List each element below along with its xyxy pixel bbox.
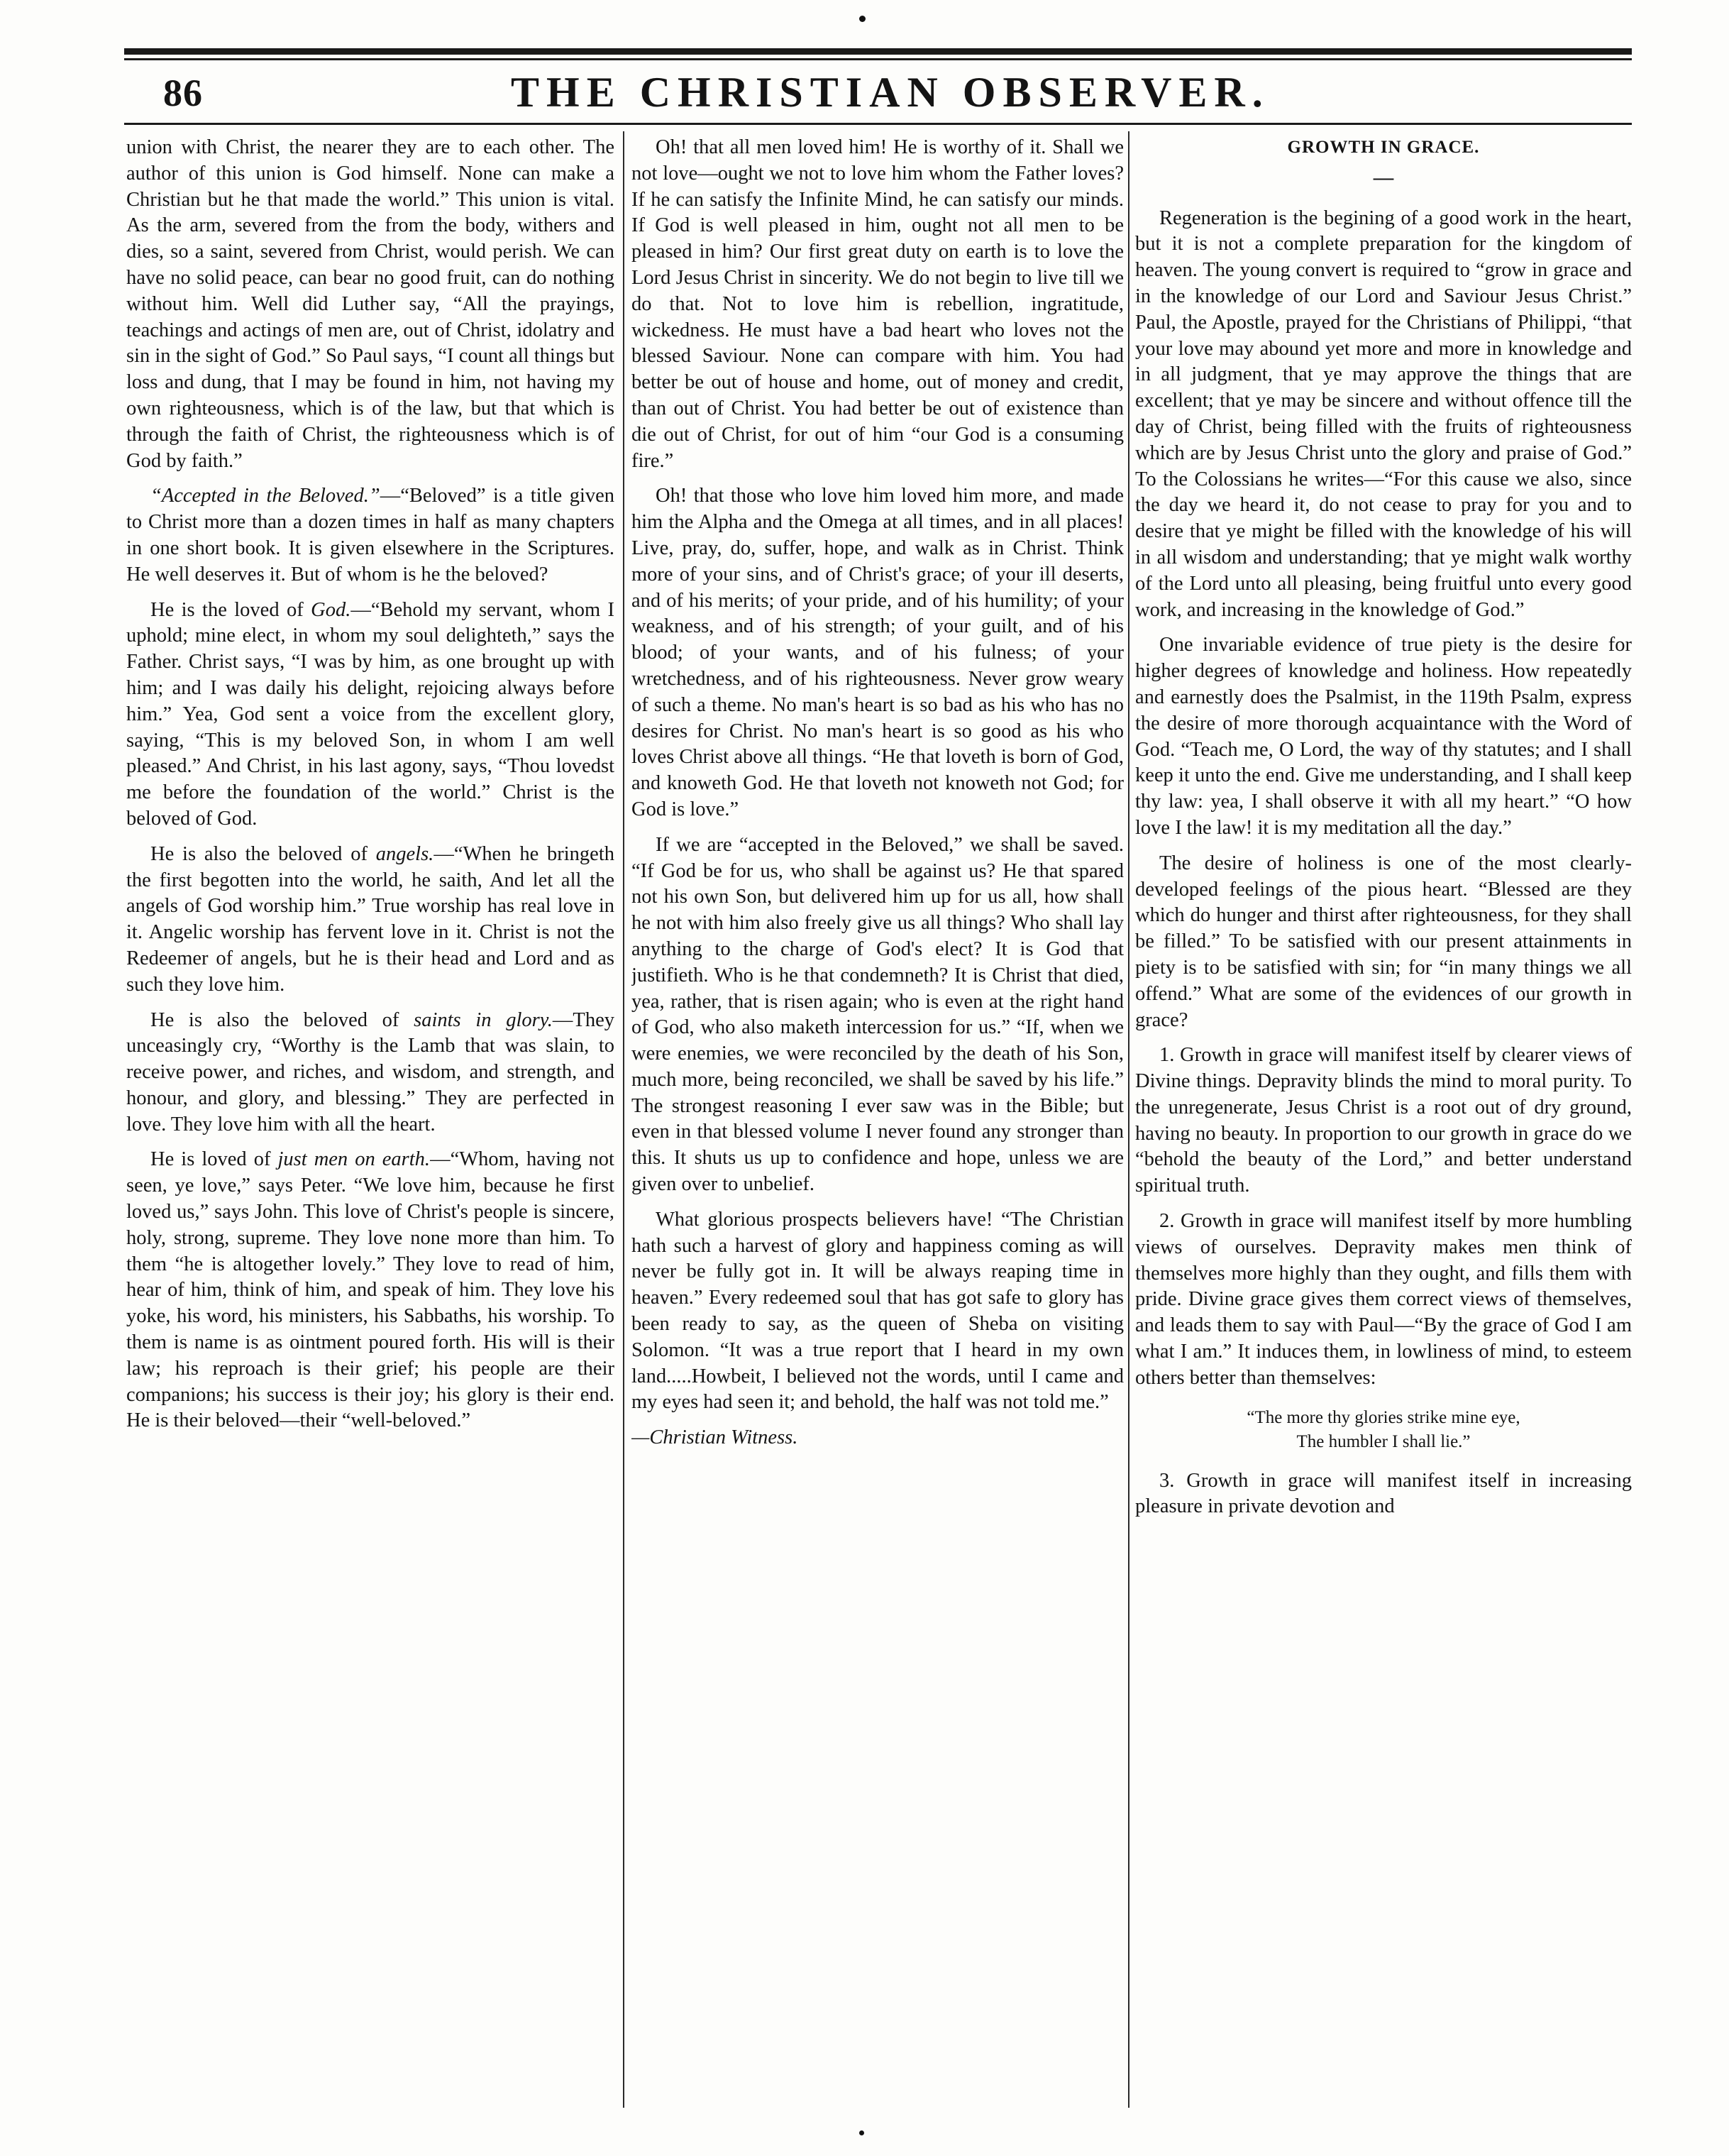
paragraph (126, 483, 614, 588)
paragraph (126, 1008, 614, 1138)
paragraph-lead: He is also the beloved of (150, 1008, 414, 1031)
paragraph (126, 598, 614, 832)
paragraph: 2. Growth in grace will manifest itself by more humbling views of ourselves. Depravity makes men think of themselves more highly than they ought, and fills them with pride. Divine grace gives them correct views of themselves, and leads them to say with Paul—“By the grace of God I am what I am.” It induces them, in lowliness of mind, to esteem others better than themselves: (1135, 1210, 1632, 1389)
paragraph-lead: He is loved of (150, 1148, 278, 1171)
paragraph: What glorious prospects believers have! “The Christian hath such a harvest of glory and happiness coming as will never be fully got in. It will be always reaping time in heaven.” Every redeemed soul that has got safe to glory has been ready to say, as the queen of Sheba on visiting Solomon. “It was a true report that I heard in my own land.....Howbeit, I believed not the words, until I came and my eyes had seen it; and behold, the half was not told me.” (631, 1208, 1124, 1414)
paragraph: union with Christ, the nearer they are to each other. The author of this union is God himself. None can make a Christian but he that made the world.” This union is vital. As the arm, severed from the from the body, withers and dies, so a saint, severed from Christ, would perish. We can have no solid peace, can bear no good fruit, can do nothing without him. Well did Luther say, “All the prayings, teachings and actings of men are, out of Christ, idolatry and sin in the sight of God.” So Paul says, “I count all things but loss and dung, that I may be found in him, not having my own righteousness, which is of the law, but that which is through the faith of Christ, the righteousness which is of God by faith.” (126, 136, 614, 472)
paragraph: One invariable evidence of true piety is the desire for higher degrees of knowledge and holiness. How repeatedly and earnestly does the Psalmist, in the 119th Psalm, express the desire of more thorough acquaintance with the Word of God. “Teach me, O Lord, the way of thy statutes; and I shall keep it unto the end. Give me understanding, and I shall keep thy law: yea, I shall observe it with all my heart.” “O how love I the law! it is my meditation all the day.” (1135, 634, 1632, 839)
paragraph-body: —“When he bringeth the first begotten into the world, he saith, And let all the angels of God worship him.” True worship has real love in it. Angelic worship has fervent love in it. Christ is not the Redeemer of angels, but he is their head and Lord and as such they love him. (126, 842, 614, 996)
ink-speck (859, 2130, 864, 2135)
paragraph (126, 1147, 614, 1434)
source-credit: —Christian Witness. (631, 1426, 798, 1449)
paragraph: If we are “accepted in the Beloved,” we shall be saved. “If God be for us, who shall be against us? He that spared not his own Son, but delivered him up for us all, how shall he not with him also freely give us all things? Who shall lay anything to the charge of God's elect? It is God that justifieth. Who is he that condemneth? It is Christ that died, yea, rather, that is risen again; who is even at the right hand of God, who also maketh intercession for us.” “If, when we were enemies, we were reconciled by the death of his Son, much more, being reconciled, we shall be saved by his life.” The strongest reasoning I ever saw was in the Bible; but even in that blessed volume I never found any stronger than this. It shuts us up to confidence and hope, unless we are given over to unbelief. (631, 833, 1124, 1196)
emphasis: just men on earth. (277, 1148, 431, 1171)
verse-quote (1135, 1406, 1632, 1454)
paragraph-body: —They unceasingly cry, “Worthy is the Lamb that was slain, to receive power, and riches, and wisdom, and strength, and honour, and glory, and blessing.” They are perfected in love. They love him with all the heart. (126, 1008, 614, 1135)
heading-dash: — (1373, 166, 1394, 189)
paragraph: 1. Growth in grace will manifest itself by clearer views of Divine things. Depravity blinds the mind to moral purity. To the unregenerate, Jesus Christ is a root out of dry ground, having no beauty. In proportion to our growth in grace do we “behold the beauty of the Lord,” and better understand spiritual truth. (1135, 1044, 1632, 1197)
column-middle (631, 135, 1124, 2094)
column-left (126, 135, 614, 2094)
paragraph: 3. Growth in grace will manifest itself in increasing pleasure in private devotion and (1135, 1469, 1632, 1518)
paragraph-body: —“Behold my servant, whom I uphold; mine elect, in whom my soul delighteth,” says the Father. Christ says, “I was by him, as one brought up with him; and I was daily his delight, rejoicing always before him.” Yea, God sent a voice from the excellent glory, saying, “This is my beloved Son, in whom I am well pleased.” And Christ, in his last agony, says, “Thou lovedst me before the foundation of the world.” Christ is the beloved of God. (126, 598, 614, 830)
column-divider (623, 131, 624, 2108)
emphasis: God. (311, 598, 351, 621)
paragraph (126, 842, 614, 999)
page-number: 86 (163, 72, 203, 114)
paragraph-body: —“Whom, having not seen, ye love,” says Peter. “We love him, because he first loved us,” says John. This love of Christ's people is sincere, holy, strong, supreme. They love none more than him. To them “he is altogether lovely.” They love to read of him, hear of him, think of him, and speak of him. They love his yoke, his word, his ministers, his Sabbaths, his worship. To them is name is as ointment poured forth. His will is their law; his reproach is their grief; his people are their companions; his success is their joy; his glory is their end. He is their beloved—their “well-beloved.” (126, 1148, 614, 1432)
paragraph: Regeneration is the begining of a good work in the heart, but it is not a complete preparation for the kingdom of heaven. The young convert is required to “grow in grace and in the knowledge of our Lord and Saviour Jesus Christ.” Paul, the Apostle, prayed for the Christians of Philippi, “that your love may abound yet more and more in knowledge and in all judgment, that ye may approve the things that are excellent; that ye may be sincere and without offence till the day of Christ, being filled with the fruits of righteousness which are by Jesus Christ unto the glory and praise of God.” To the Colossians he writes—“For this cause we also, since the day we heard it, do not cease to pray for you and to desire that ye might be filled with the knowledge of his will in all wisdom and understanding; that ye might walk worthy of the Lord unto all pleasing, being fruitful unto every good work, and increasing in the knowledge of God.” (1135, 207, 1632, 621)
header-rule-thick (124, 48, 1632, 55)
column-right (1135, 135, 1632, 2094)
emphasis: saints in glory. (414, 1008, 553, 1031)
header-rule-thin (124, 58, 1632, 60)
article-heading: GROWTH IN GRACE. (1287, 138, 1480, 157)
column-divider (1128, 131, 1129, 2108)
lead-phrase: “Accepted in the Beloved.” (150, 485, 380, 507)
paragraph: Oh! that those who love him loved him more, and made him the Alpha and the Omega at all times, and in all places! Live, pray, do, suffer, hope, and walk as in Christ. Think more of your sins, and of Christ's grace; of your ill deserts, and of his merits; of your pride, and of his humility; of your weakness, and of his strength; of your guilt, and of his blood; of your wants, and of his fulness; of your wretchedness, and of his righteousness. Never grow weary of such a theme. No man's heart is so bad as his who has no desires for Christ. No man's heart is so good as his who loves Christ above all things. “He that loveth is born of God, and knoweth God. He that loveth not knoweth not God; for God is love.” (631, 485, 1124, 820)
verse-line: “The more thy glories strike mine eye, (1247, 1407, 1520, 1427)
ink-speck (859, 16, 866, 22)
paragraph: Oh! that all men loved him! He is worthy of it. Shall we not love—ought we not to love him whom the Father loves? If he can satisfy the Infinite Mind, he can satisfy our minds. If God is well pleased in him, ought not all men to be pleased in him? Our first great duty on earth is to love the Lord Jesus Christ in sincerity. We do not begin to live till we do that. Not to love him is rebellion, ingratitude, wickedness. He must have a bad heart who loves not the blessed Saviour. None can compare with him. You had better be out of house and home, out of money and credit, than out of Christ. You had better be out of existence than die out of Christ, for out of him “our God is a consuming fire.” (631, 136, 1124, 472)
paragraph: The desire of holiness is one of the most clearly-developed feelings of the pious heart. “Blessed are they which do hunger and thirst after righteousness, for they shall be filled.” To be satisfied with our present attainments in piety is to be satisfied with sin; for “in many things we all offend.” What are some of the evidences of our growth in grace? (1135, 852, 1632, 1031)
emphasis: angels. (375, 842, 434, 865)
masthead-underline (124, 123, 1632, 125)
masthead-title: THE CHRISTIAN OBSERVER. (511, 69, 1270, 116)
paragraph-body: —“Beloved” is a title given to Christ more than a dozen times in half as many chapters in one short book. It is given elsewhere in the Scriptures. He well deserves it. But of whom is he the beloved? (126, 485, 614, 585)
verse-line: The humbler I shall lie.” (1296, 1431, 1471, 1451)
paragraph-lead: He is also the beloved of (150, 842, 376, 865)
paragraph-lead: He is the loved of (150, 598, 311, 621)
